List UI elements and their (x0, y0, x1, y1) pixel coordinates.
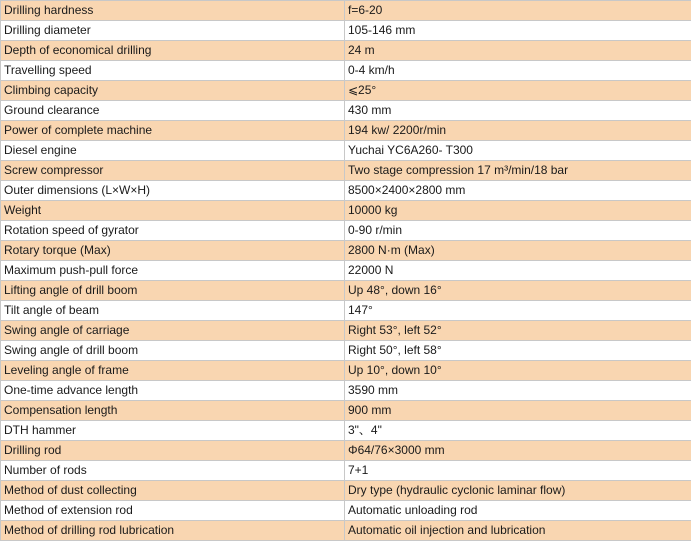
table-row (1, 441, 691, 461)
parameter-value-cell: 22000 N (345, 261, 691, 281)
parameter-value-cell: Dry type (hydraulic cyclonic laminar flow) (345, 481, 691, 501)
parameter-name-cell: Rotary torque (Max) (1, 241, 345, 261)
table-row (1, 1, 691, 21)
table-row (1, 61, 691, 81)
parameter-name-cell: Number of rods (1, 461, 345, 481)
table-row (1, 481, 691, 501)
parameter-value-cell: 194 kw/ 2200r/min (345, 121, 691, 141)
table-row (1, 401, 691, 421)
parameter-value-cell: Right 53°, left 52° (345, 321, 691, 341)
table-row (1, 261, 691, 281)
table-row (1, 501, 691, 521)
table-row (1, 421, 691, 441)
table-row (1, 381, 691, 401)
parameter-name-cell: Method of extension rod (1, 501, 345, 521)
parameter-name-cell: DTH hammer (1, 421, 345, 441)
parameter-value-cell: Automatic oil injection and lubrication (345, 521, 691, 541)
parameter-name-cell: Compensation length (1, 401, 345, 421)
specification-table-body (1, 1, 691, 541)
table-row (1, 281, 691, 301)
table-row (1, 21, 691, 41)
parameter-value-cell: 430 mm (345, 101, 691, 121)
parameter-name-cell: Drilling diameter (1, 21, 345, 41)
table-row (1, 141, 691, 161)
parameter-value-cell: 24 m (345, 41, 691, 61)
table-row (1, 221, 691, 241)
parameter-value-cell: 7+1 (345, 461, 691, 481)
parameter-name-cell: Method of dust collecting (1, 481, 345, 501)
parameter-value-cell: Up 48°, down 16° (345, 281, 691, 301)
parameter-value-cell: 147° (345, 301, 691, 321)
parameter-value-cell: 2800 N·m (Max) (345, 241, 691, 261)
parameter-name-cell: Leveling angle of frame (1, 361, 345, 381)
parameter-name-cell: Outer dimensions (L×W×H) (1, 181, 345, 201)
parameter-name-cell: Swing angle of carriage (1, 321, 345, 341)
parameter-value-cell: 900 mm (345, 401, 691, 421)
parameter-name-cell: Swing angle of drill boom (1, 341, 345, 361)
parameter-name-cell: Ground clearance (1, 101, 345, 121)
parameter-value-cell: Yuchai YC6A260- T300 (345, 141, 691, 161)
parameter-value-cell: Automatic unloading rod (345, 501, 691, 521)
parameter-name-cell: Climbing capacity (1, 81, 345, 101)
parameter-value-cell: 3590 mm (345, 381, 691, 401)
parameter-value-cell: Right 50°, left 58° (345, 341, 691, 361)
parameter-name-cell: Power of complete machine (1, 121, 345, 141)
parameter-name-cell: Depth of economical drilling (1, 41, 345, 61)
table-row (1, 81, 691, 101)
table-row (1, 101, 691, 121)
table-row (1, 321, 691, 341)
parameter-name-cell: Maximum push-pull force (1, 261, 345, 281)
table-row (1, 361, 691, 381)
parameter-value-cell: Φ64/76×3000 mm (345, 441, 691, 461)
parameter-value-cell: Two stage compression 17 m³/min/18 bar (345, 161, 691, 181)
parameter-name-cell: One-time advance length (1, 381, 345, 401)
table-row (1, 161, 691, 181)
table-row (1, 241, 691, 261)
parameter-value-cell: Up 10°, down 10° (345, 361, 691, 381)
parameter-name-cell: Tilt angle of beam (1, 301, 345, 321)
parameter-name-cell: Travelling speed (1, 61, 345, 81)
table-row (1, 341, 691, 361)
parameter-value-cell: f=6-20 (345, 1, 691, 21)
parameter-value-cell: 10000 kg (345, 201, 691, 221)
parameter-value-cell: 8500×2400×2800 mm (345, 181, 691, 201)
parameter-name-cell: Lifting angle of drill boom (1, 281, 345, 301)
parameter-name-cell: Method of drilling rod lubrication (1, 521, 345, 541)
table-row (1, 461, 691, 481)
table-row (1, 301, 691, 321)
parameter-value-cell: 3"、4" (345, 421, 691, 441)
table-row (1, 181, 691, 201)
parameter-value-cell: ⩽25° (345, 81, 691, 101)
parameter-value-cell: 105-146 mm (345, 21, 691, 41)
parameter-name-cell: Drilling hardness (1, 1, 345, 21)
parameter-name-cell: Screw compressor (1, 161, 345, 181)
parameter-name-cell: Weight (1, 201, 345, 221)
table-row (1, 201, 691, 221)
table-row (1, 521, 691, 541)
parameter-value-cell: 0-90 r/min (345, 221, 691, 241)
parameter-name-cell: Drilling rod (1, 441, 345, 461)
table-row (1, 41, 691, 61)
parameter-name-cell: Rotation speed of gyrator (1, 221, 345, 241)
parameter-name-cell: Diesel engine (1, 141, 345, 161)
parameter-value-cell: 0-4 km/h (345, 61, 691, 81)
table-row (1, 121, 691, 141)
